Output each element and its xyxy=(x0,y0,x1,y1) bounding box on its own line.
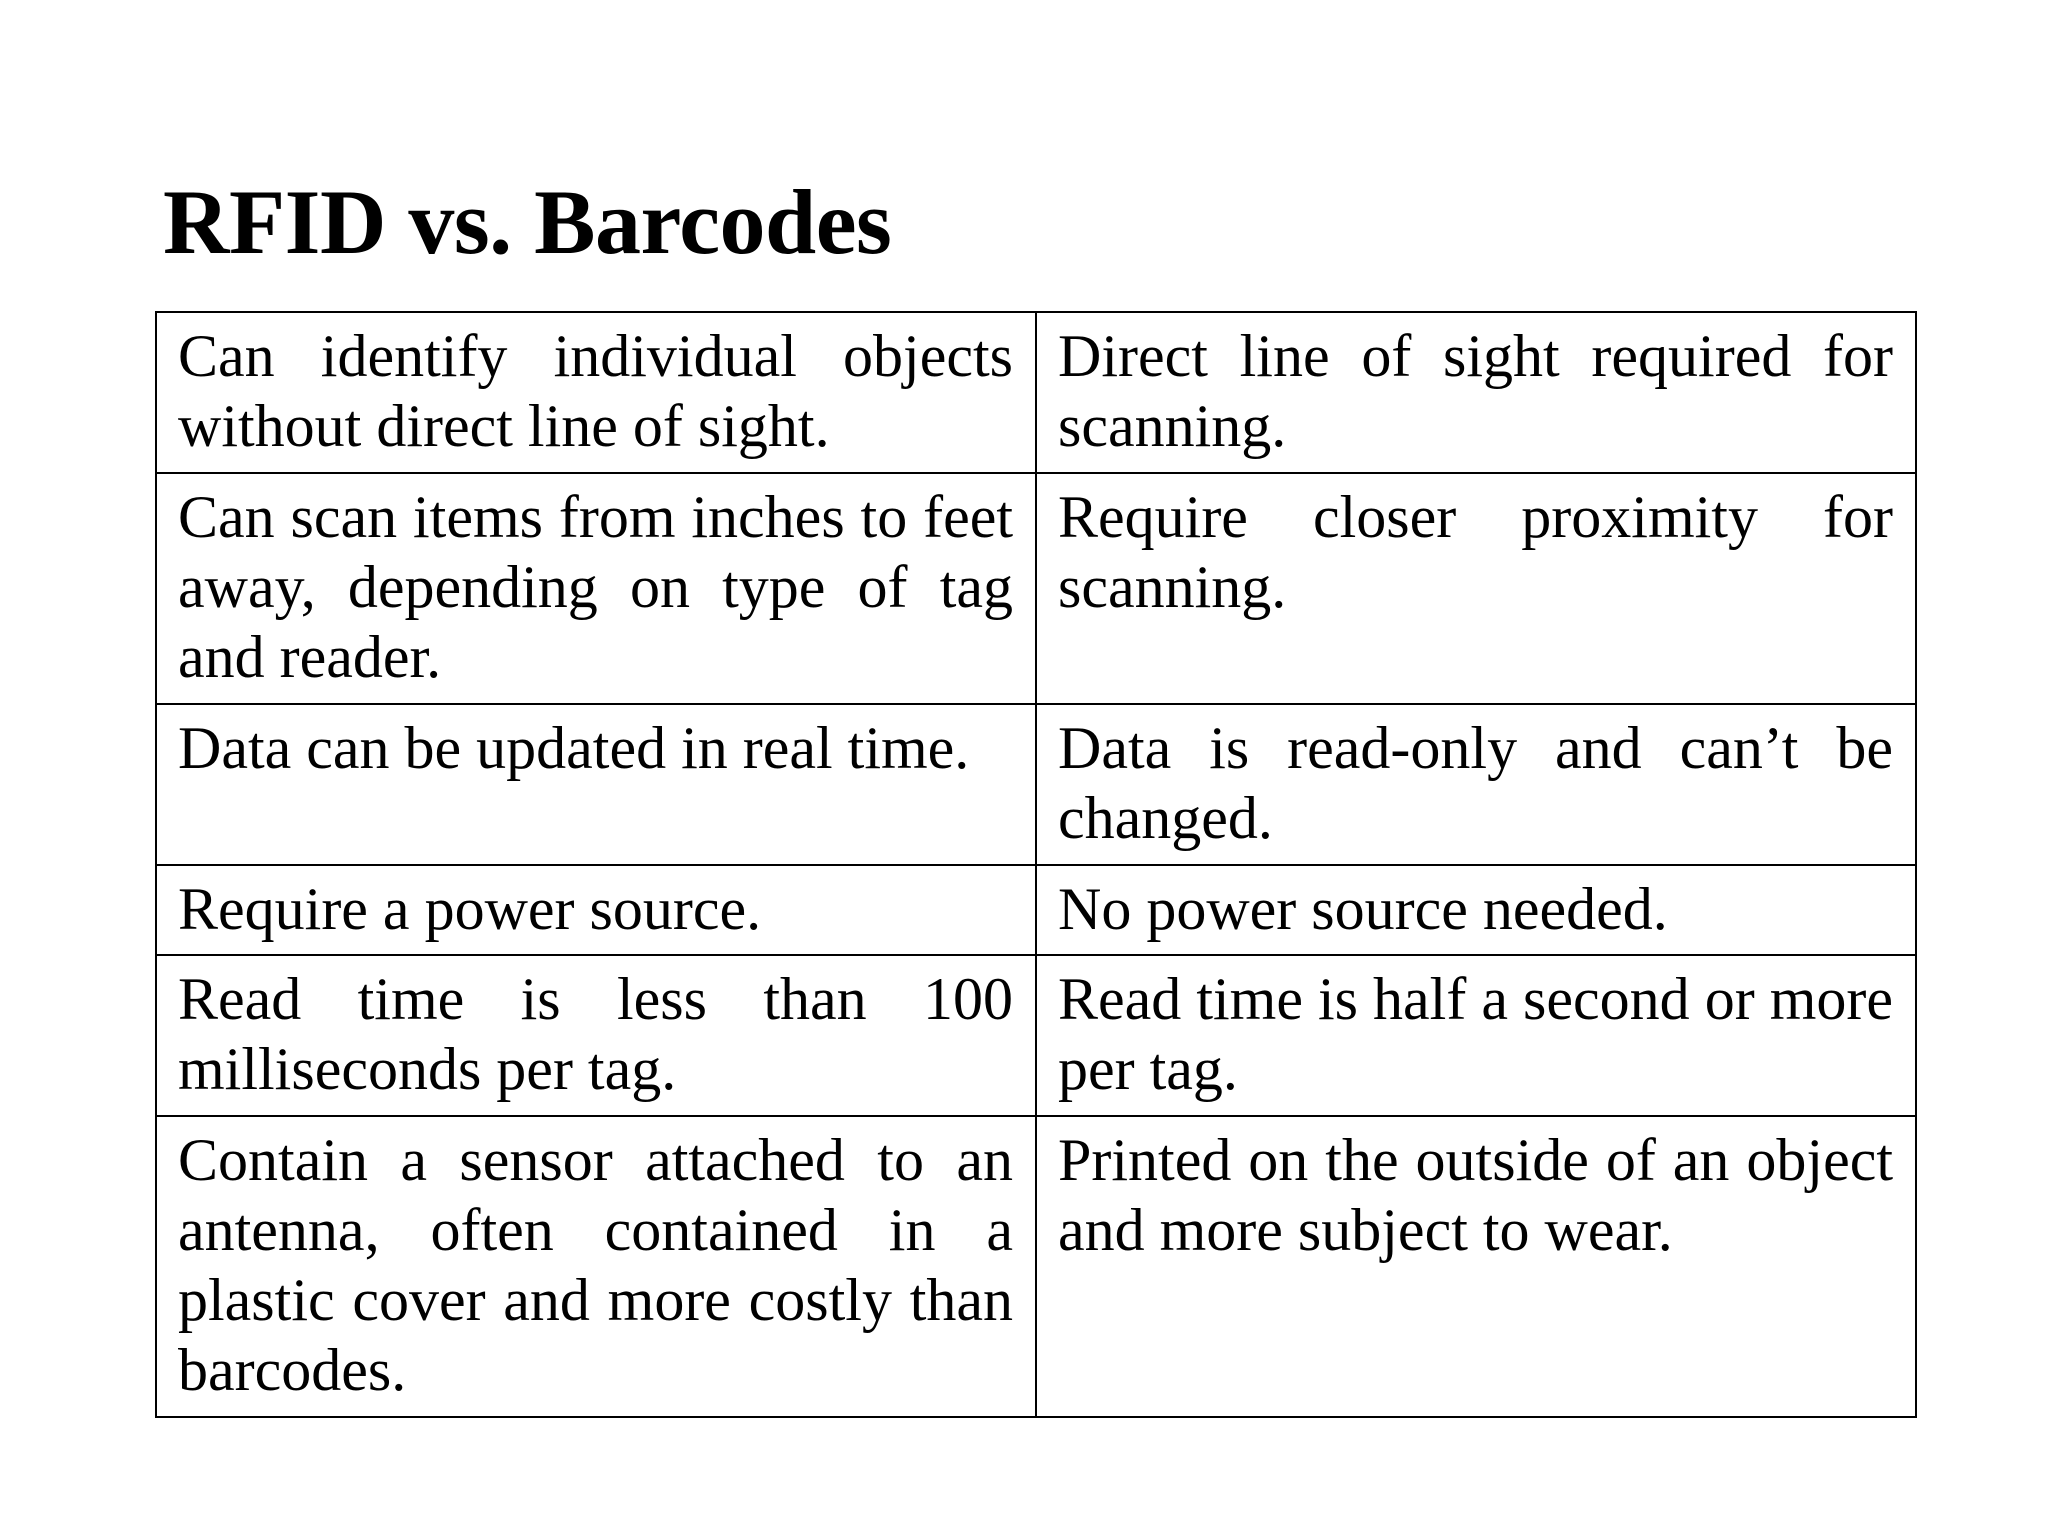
rfid-cell: Can identify individual objects without direct line of sight. xyxy=(156,312,1036,473)
barcode-cell: Require closer proximity for scanning. xyxy=(1036,473,1916,704)
rfid-cell: Data can be updated in real time. xyxy=(156,704,1036,865)
barcode-cell: No power source needed. xyxy=(1036,865,1916,955)
table-row xyxy=(156,955,1916,1116)
table-row xyxy=(156,865,1916,955)
table-row xyxy=(156,1116,1916,1417)
comparison-table xyxy=(155,311,1917,1418)
rfid-cell: Require a power source. xyxy=(156,865,1036,955)
table-row xyxy=(156,312,1916,473)
rfid-cell: Read time is less than 100 milliseconds per tag. xyxy=(156,955,1036,1116)
barcode-cell: Direct line of sight required for scanning. xyxy=(1036,312,1916,473)
slide-title: RFID vs. Barcodes xyxy=(163,171,892,273)
barcode-cell: Read time is half a second or more per tag. xyxy=(1036,955,1916,1116)
table-row xyxy=(156,704,1916,865)
rfid-cell: Can scan items from inches to feet away, depending on type of tag and reader. xyxy=(156,473,1036,704)
barcode-cell: Printed on the outside of an object and more subject to wear. xyxy=(1036,1116,1916,1417)
barcode-cell: Data is read-only and can’t be changed. xyxy=(1036,704,1916,865)
rfid-cell: Contain a sensor attached to an antenna, often contained in a plastic cover and more costly than barcodes. xyxy=(156,1116,1036,1417)
table-row xyxy=(156,473,1916,704)
